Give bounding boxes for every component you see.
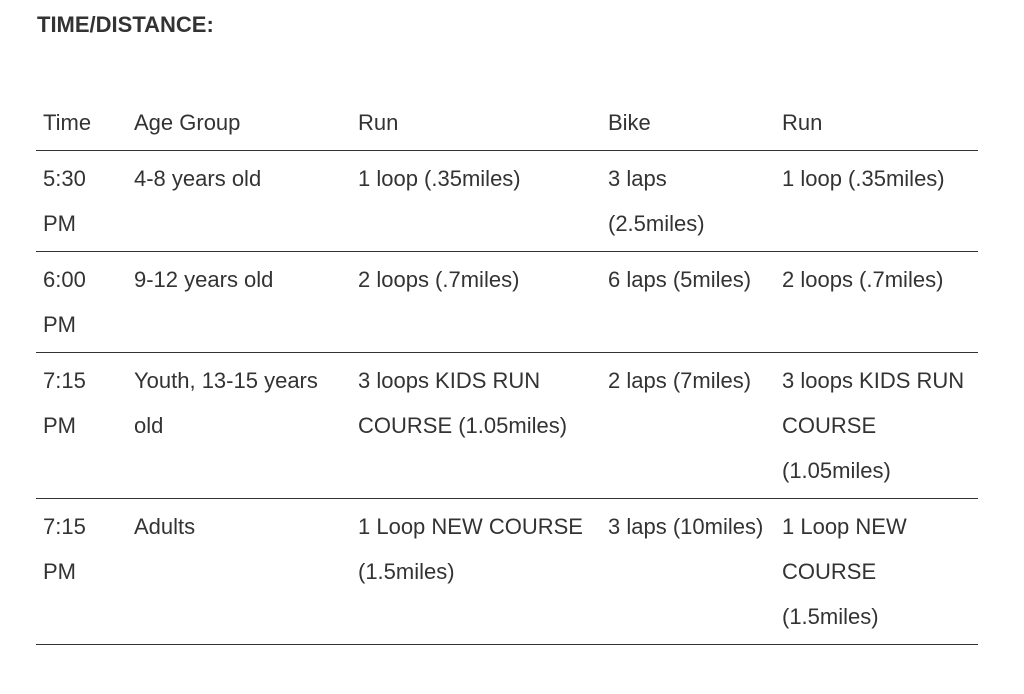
header-time: Time: [36, 100, 127, 151]
header-age-group: Age Group: [127, 100, 351, 151]
table-row: [36, 353, 978, 499]
cell-run-final: 3 loops KIDS RUN COURSE (1.05miles): [775, 353, 978, 499]
header-run: Run: [351, 100, 601, 151]
table-row: [36, 499, 978, 645]
cell-run: 1 Loop NEW COURSE (1.5miles): [351, 499, 601, 645]
cell-bike: 3 laps (10miles): [601, 499, 775, 645]
cell-age-group: 4-8 years old: [127, 151, 351, 252]
table-row: [36, 252, 978, 353]
cell-run: 2 loops (.7miles): [351, 252, 601, 353]
cell-age-group: Youth, 13-15 years old: [127, 353, 351, 499]
cell-run: 3 loops KIDS RUN COURSE (1.05miles): [351, 353, 601, 499]
cell-bike: 3 laps (2.5miles): [601, 151, 775, 252]
cell-time: 7:15 PM: [36, 499, 127, 645]
time-distance-table: [36, 100, 978, 645]
cell-bike: 2 laps (7miles): [601, 353, 775, 499]
cell-time: 7:15 PM: [36, 353, 127, 499]
cell-bike: 6 laps (5miles): [601, 252, 775, 353]
table-body: [36, 151, 978, 645]
cell-run-final: 2 loops (.7miles): [775, 252, 978, 353]
table-row: [36, 151, 978, 252]
cell-time: 6:00 PM: [36, 252, 127, 353]
table-header: [36, 100, 978, 151]
cell-run-final: 1 Loop NEW COURSE (1.5miles): [775, 499, 978, 645]
header-bike: Bike: [601, 100, 775, 151]
cell-run-final: 1 loop (.35miles): [775, 151, 978, 252]
cell-time: 5:30 PM: [36, 151, 127, 252]
cell-run: 1 loop (.35miles): [351, 151, 601, 252]
cell-age-group: 9-12 years old: [127, 252, 351, 353]
header-run-final: Run: [775, 100, 978, 151]
cell-age-group: Adults: [127, 499, 351, 645]
header-row: [36, 100, 978, 151]
section-heading: TIME/DISTANCE:: [37, 12, 214, 37]
